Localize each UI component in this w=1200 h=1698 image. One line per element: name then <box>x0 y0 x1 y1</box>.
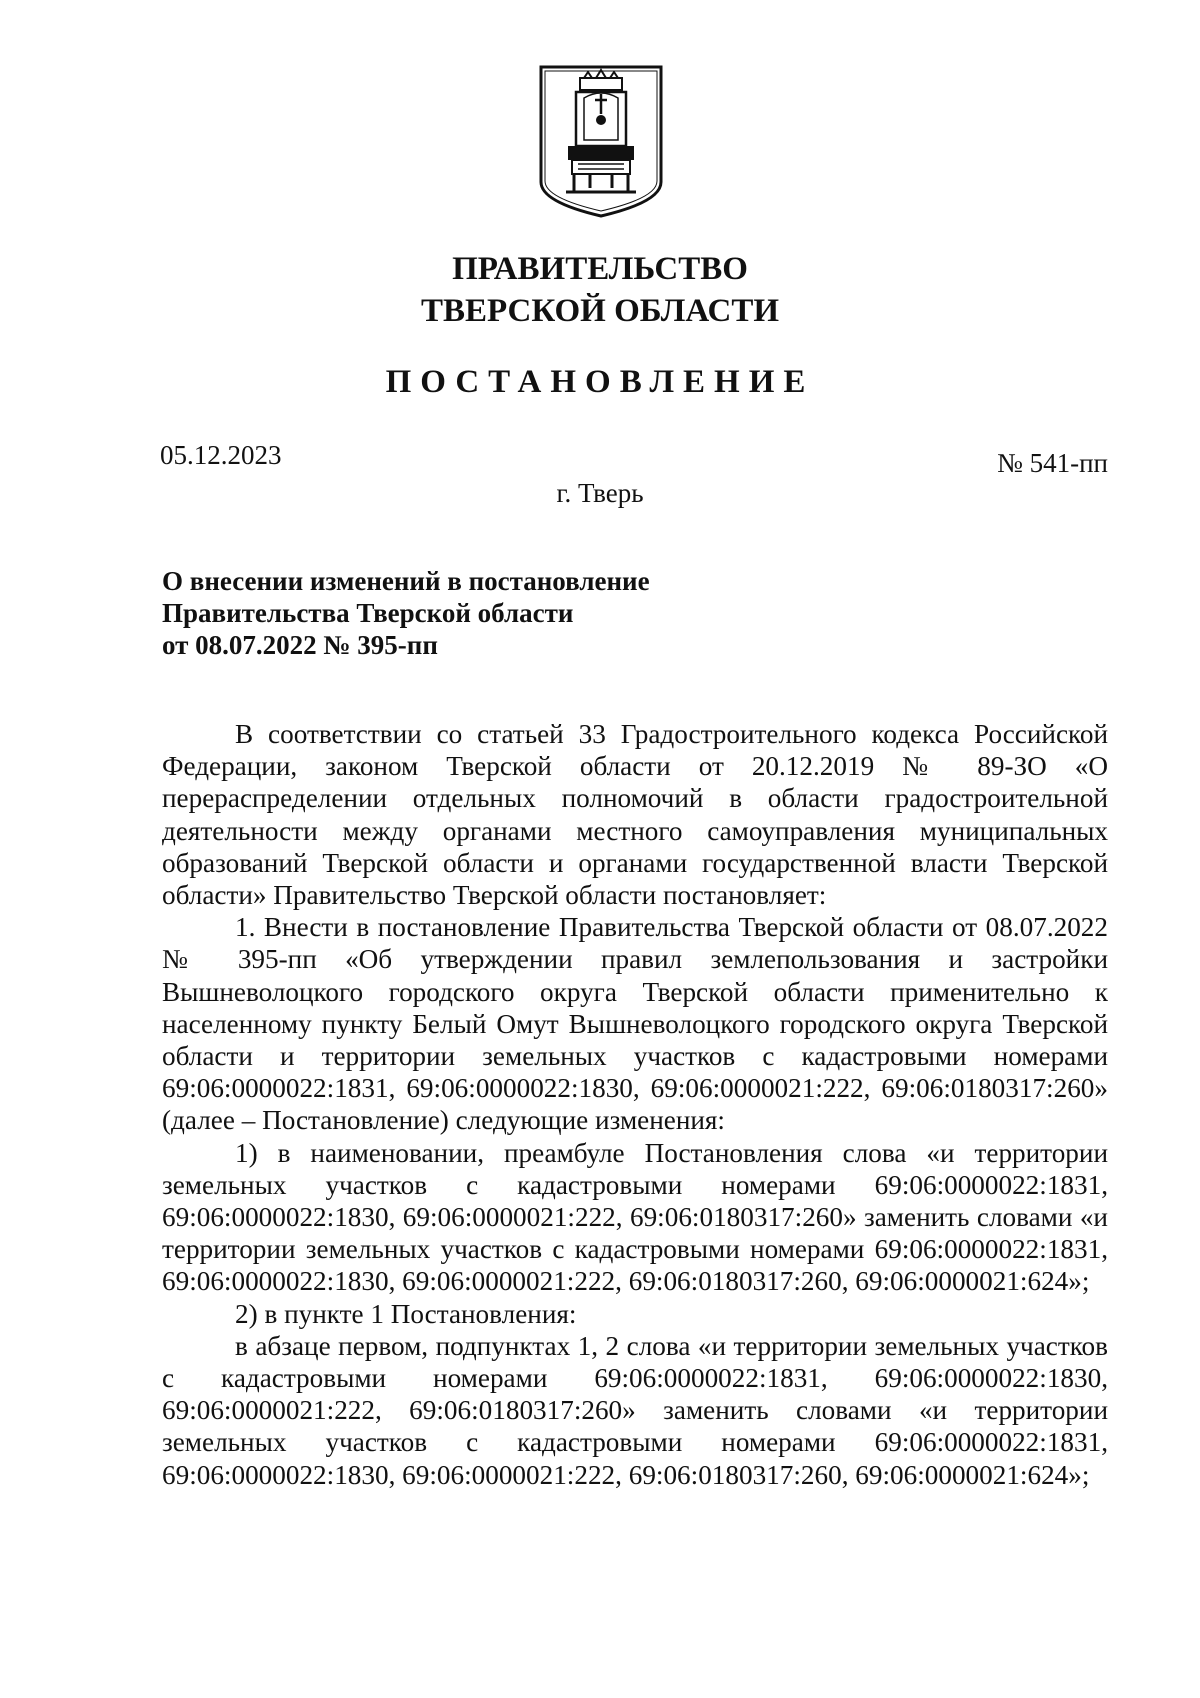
body-paragraph-amendment: в абзаце первом, подпунктах 1, 2 слова «и территории земельных участков с кадастровыми номерами 69:06:0000022:1831, 69:06:0000022:1830, 69:06:0000021:222, 69:06:0180317:260» заменить словами «и территории земельных участков с кадастровыми номерами 69:06:0000022:1831, 69:06:0000022:1830, 69:06:0000021:222, 69:06:0180317:260, 69:06:0000021:624»; <box>162 1330 1108 1490</box>
government-title <box>0 248 1200 332</box>
document-number: № 541-пп <box>997 448 1108 478</box>
document-date: 05.12.2023 <box>160 440 282 470</box>
body-paragraph-subitem-2: 2) в пункте 1 Постановления: <box>235 1298 577 1329</box>
subject-line1: О внесении изменений в постановление <box>162 566 650 596</box>
government-title-line1: ПРАВИТЕЛЬСТВО <box>452 251 748 287</box>
coat-of-arms-icon <box>538 64 664 219</box>
subject-line3: от 08.07.2022 № 395-пп <box>162 630 438 660</box>
document-body <box>162 718 1108 1491</box>
document-kind: ПОСТАНОВЛЕНИЕ <box>385 364 815 400</box>
body-paragraph-item-1: 1. Внести в постановление Правительства Тверской области от 08.07.2022 № 395-пп «Об утверждении правил землепользования и застройки Вышневолоцкого городского округа Тверской области применительно к населенному пункту Белый Омут Вышневолоцкого городского округа Тверской области и территории земельных участков с кадастровыми номерами 69:06:0000022:1831, 69:06:0000022:1830, 69:06:0000021:222, 69:06:0180317:260» (далее – Постановление) следующие изменения: <box>162 912 1108 1136</box>
government-title-line2: ТВЕРСКОЙ ОБЛАСТИ <box>420 293 780 329</box>
body-paragraph-preamble: В соответствии со статьей 33 Градостроительного кодекса Российской Федерации, законом Тверской области от 20.12.2019 № 89-ЗО «О перераспределении отдельных полномочий в области градостроительной деятельности между органами местного самоуправления муниципальных образований Тверской области и органами государственной власти Тверской области» Правительство Тверской области постановляет: <box>162 719 1108 911</box>
subject-line2: Правительства Тверской области <box>162 598 574 628</box>
document-subject <box>162 565 650 661</box>
body-paragraph-subitem-1: 1) в наименовании, преамбуле Постановления слова «и территории земельных участков с кадастровыми номерами 69:06:0000022:1831, 69:06:0000022:1830, 69:06:0000021:222, 69:06:0180317:260» заменить словами «и территории земельных участков с кадастровыми номерами 69:06:0000022:1831, 69:06:0000022:1830, 69:06:0000021:222, 69:06:0180317:260, 69:06:0000021:624»; <box>162 1137 1108 1297</box>
document-city: г. Тверь <box>556 478 644 508</box>
